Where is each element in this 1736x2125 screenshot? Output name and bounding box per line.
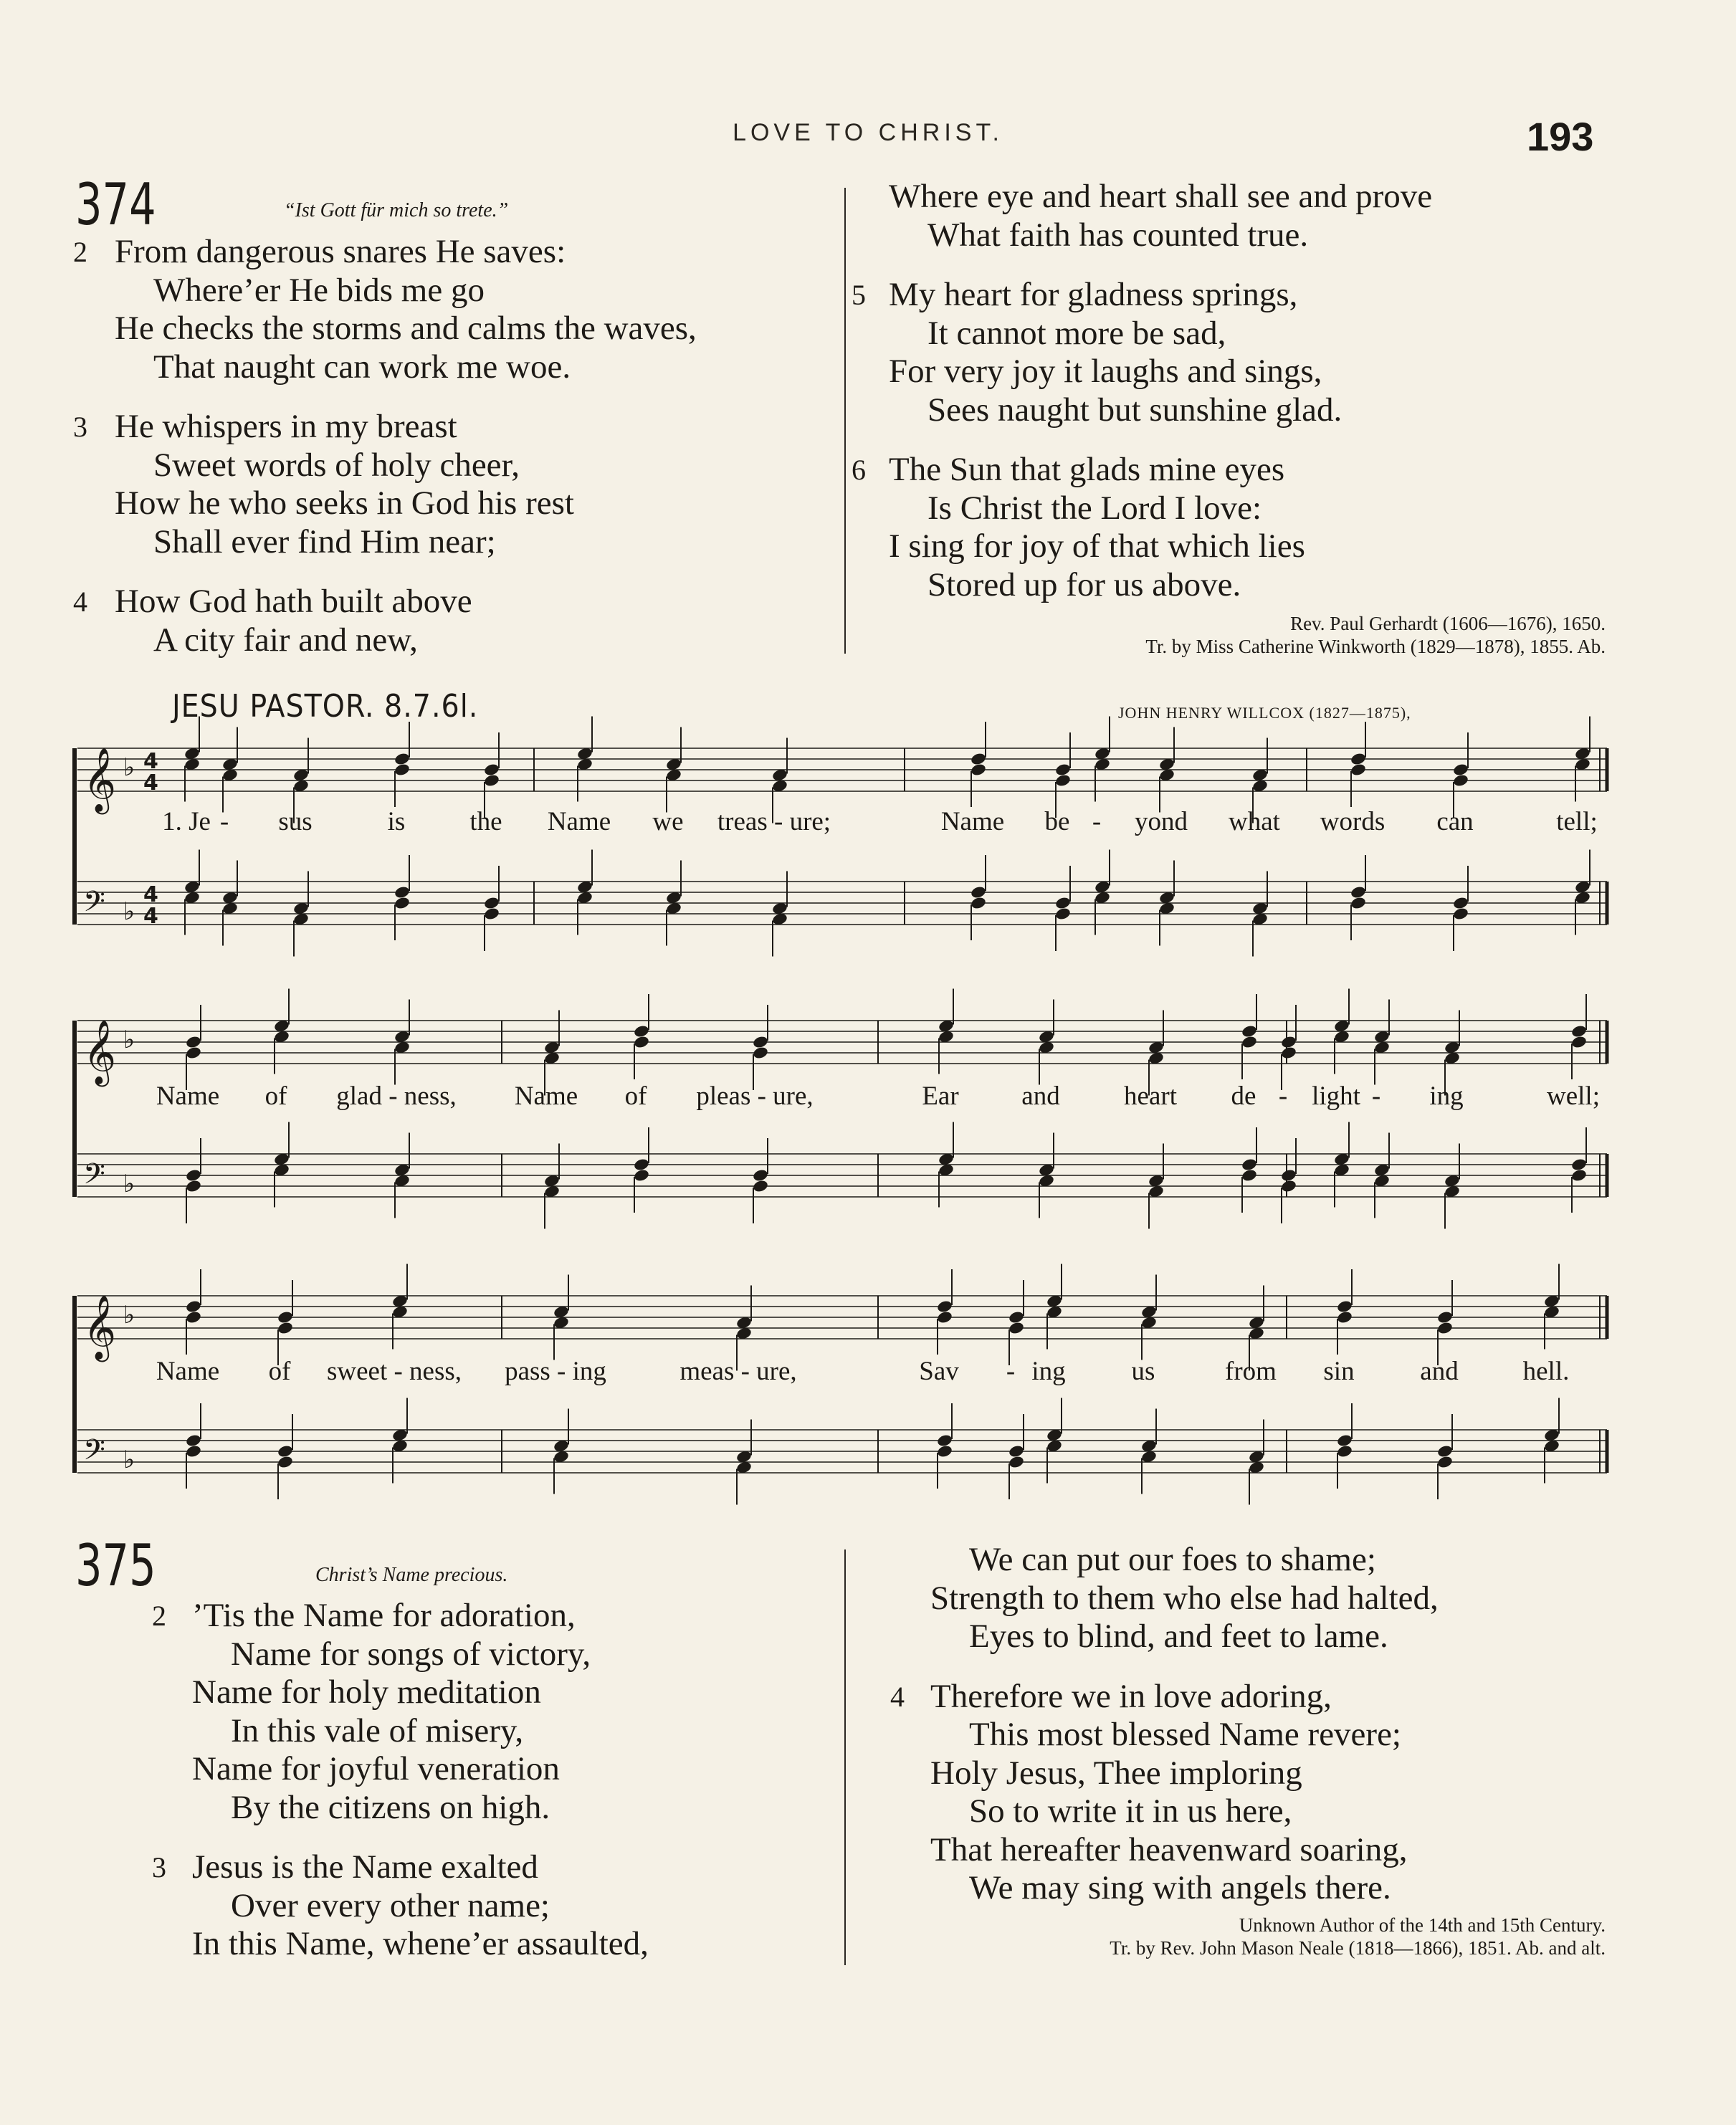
- lyric-syllable: -: [1278, 1081, 1288, 1111]
- verse-line: How God hath built above: [115, 583, 472, 620]
- treble-clef-icon: 𝄞: [83, 1020, 117, 1084]
- lyric-syllable: -: [1092, 807, 1102, 836]
- verse-line: Eyes to blind, and feet to lame.: [969, 1618, 1388, 1655]
- verse-line: Sees naught but sunshine glad.: [927, 391, 1342, 429]
- lyric-syllable: and: [1420, 1357, 1459, 1386]
- hymn-375-right-column: [890, 1541, 1439, 1908]
- lyric-syllable: -: [1371, 1081, 1381, 1111]
- lyric-syllable: pass - ing: [505, 1357, 606, 1386]
- verse-line: Strength to them who else had halted,: [930, 1579, 1439, 1617]
- lyric-syllable: of: [624, 1081, 647, 1111]
- time-signature: 4: [143, 904, 158, 929]
- lyric-syllable: we: [652, 807, 684, 836]
- flat-icon: ♭: [123, 1170, 135, 1198]
- verse-number: 3: [73, 411, 87, 443]
- verse-line: Name for holy meditation: [192, 1673, 541, 1711]
- verse-number: 3: [152, 1851, 166, 1883]
- treble-clef-icon: 𝄞: [83, 1295, 117, 1360]
- lyric-syllable: the: [469, 807, 502, 836]
- verse-line: Where eye and heart shall see and prove: [889, 178, 1433, 215]
- lyric-syllable: meas - ure,: [679, 1357, 797, 1386]
- lyric-syllable: us: [1131, 1357, 1155, 1386]
- verse-number: 4: [890, 1680, 905, 1713]
- lyric-syllable: sus: [278, 807, 313, 836]
- verse-line: So to write it in us here,: [969, 1792, 1292, 1830]
- time-signature: 4: [143, 770, 158, 796]
- verse-line: He whispers in my breast: [115, 408, 457, 445]
- tune-composer: JOHN HENRY WILLCOX (1827—1875),: [1118, 704, 1411, 722]
- lyric-syllable: -: [219, 807, 229, 836]
- verse-number: 6: [852, 454, 866, 486]
- hymn-375-left-column: [152, 1597, 649, 1964]
- lyric-syllable: from: [1225, 1357, 1277, 1386]
- verse-line: My heart for gladness springs,: [889, 276, 1298, 313]
- lyric-syllable: well;: [1547, 1081, 1600, 1111]
- flat-icon: ♭: [123, 753, 135, 782]
- flat-icon: ♭: [123, 1301, 135, 1329]
- verse-line: The Sun that glads mine eyes: [889, 451, 1285, 488]
- verse-number: 5: [852, 279, 866, 311]
- lyric-syllable: light: [1312, 1081, 1360, 1111]
- lyric-syllable: what: [1229, 807, 1280, 836]
- bass-clef-icon: 𝄢: [83, 1433, 105, 1474]
- lyric-syllable: hell.: [1522, 1357, 1570, 1386]
- verse-line: That naught can work me woe.: [153, 348, 571, 386]
- verse-line: Sweet words of holy cheer,: [153, 446, 520, 484]
- lyric-syllable: of: [268, 1357, 291, 1386]
- hymn-number-374: 374: [75, 171, 156, 238]
- lyric-syllable: ing: [1429, 1081, 1464, 1111]
- lyric-syllable: Sav: [919, 1357, 959, 1386]
- author-credit: Rev. Paul Gerhardt (1606—1676), 1650.: [1290, 613, 1606, 634]
- lyric-syllable: sin: [1323, 1357, 1355, 1386]
- translator-credit: Tr. by Miss Catherine Winkworth (1829—1878), 1855. Ab.: [1145, 636, 1606, 657]
- verse-line: A city fair and new,: [153, 621, 418, 659]
- stanza-375-4: [890, 1677, 1439, 1908]
- verse-line: Stored up for us above.: [927, 565, 1241, 603]
- lyric-syllable: Name: [514, 1081, 578, 1111]
- treble-clef-icon: 𝄞: [83, 748, 117, 812]
- verse-line: How he who seeks in God his rest: [115, 484, 574, 522]
- hymn-number-375: 375: [75, 1532, 156, 1599]
- verse-line: It cannot more be sad,: [927, 314, 1226, 352]
- lyric-syllable: -: [1006, 1357, 1016, 1386]
- flat-icon: ♭: [123, 897, 135, 926]
- verse-number: 2: [152, 1600, 166, 1632]
- verse-line: Over every other name;: [231, 1886, 550, 1924]
- verse-line: What faith has counted true.: [927, 216, 1309, 254]
- lyric-syllable: heart: [1124, 1081, 1177, 1111]
- verse-line: I sing for joy of that which lies: [889, 527, 1305, 565]
- hymn-375-subtitle: Christ’s Name precious.: [315, 1564, 508, 1586]
- verse-line: Where’er He bids me go: [153, 271, 485, 309]
- lyric-syllable: Name: [156, 1081, 220, 1111]
- lyric-syllable: yond: [1135, 807, 1188, 836]
- lyric-syllable: treas - ure;: [717, 807, 831, 836]
- verse-line: This most blessed Name revere;: [969, 1716, 1401, 1753]
- stanza-375-3-continued: [930, 1541, 1439, 1656]
- column-divider-375: [844, 1549, 846, 1965]
- lyric-syllable: is: [387, 807, 406, 836]
- hymn-375-credits: [1110, 1914, 1606, 1959]
- lyric-syllable: de: [1231, 1081, 1256, 1111]
- hymn-374-subtitle: “Ist Gott für mich so trete.”: [284, 199, 509, 221]
- verse-line: Shall ever find Him near;: [153, 522, 496, 560]
- verse-line: From dangerous snares He saves:: [115, 233, 566, 270]
- verse-line: Jesus is the Name exalted: [192, 1848, 538, 1886]
- author-credit: Unknown Author of the 14th and 15th Century.: [1239, 1914, 1606, 1936]
- lyric-syllable: sweet - ness,: [326, 1357, 462, 1386]
- lyric-syllable: words: [1320, 807, 1386, 836]
- lyric-syllable: ing: [1031, 1357, 1066, 1386]
- lyric-syllable: tell;: [1556, 807, 1598, 836]
- verse-line: In this vale of misery,: [231, 1711, 524, 1749]
- verse-line: Name for songs of victory,: [231, 1635, 591, 1673]
- running-head: LOVE TO CHRIST.: [733, 119, 1003, 146]
- lyric-syllable: be: [1044, 807, 1070, 836]
- translator-credit: Tr. by Rev. John Mason Neale (1818—1866), 1851. Ab. and alt.: [1110, 1937, 1606, 1959]
- flat-icon: ♭: [123, 1446, 135, 1474]
- bass-clef-icon: 𝄢: [83, 885, 105, 925]
- lyric-syllable: 1. Je: [162, 807, 211, 836]
- lyric-syllable: glad - ness,: [336, 1081, 457, 1111]
- verse-line: That hereafter heavenward soaring,: [930, 1830, 1408, 1868]
- lyric-syllable: can: [1436, 807, 1474, 836]
- verse-line: ’Tis the Name for adoration,: [192, 1597, 576, 1634]
- verse-line: Holy Jesus, Thee imploring: [930, 1754, 1302, 1792]
- verse-line: Therefore we in love adoring,: [930, 1677, 1332, 1715]
- verse-line: For very joy it laughs and sings,: [889, 353, 1322, 390]
- page-number: 193: [1527, 114, 1594, 159]
- lyric-syllable: of: [264, 1081, 287, 1111]
- verse-line: We can put our foes to shame;: [969, 1541, 1376, 1578]
- verse-line: Name for joyful veneration: [192, 1750, 560, 1787]
- verse-line: By the citizens on high.: [231, 1788, 550, 1826]
- stanza-375-2: [152, 1597, 649, 1827]
- lyric-syllable: Ear: [922, 1081, 959, 1111]
- verse-line: Is Christ the Lord I love:: [927, 489, 1262, 527]
- lyric-syllable: and: [1021, 1081, 1060, 1111]
- lyric-syllable: pleas - ure,: [696, 1081, 814, 1111]
- verse-number: 4: [73, 586, 87, 618]
- time-signature: 4: [143, 882, 158, 907]
- time-signature: 4: [143, 749, 158, 774]
- lyric-syllable: Name: [156, 1357, 220, 1386]
- lyric-syllable: Name: [547, 807, 611, 836]
- stanza-375-3: [152, 1848, 649, 1964]
- verse-line: We may sing with angels there.: [969, 1869, 1391, 1906]
- verse-line: In this Name, whene’er assaulted,: [192, 1925, 649, 1962]
- lyric-syllable: Name: [940, 807, 1005, 836]
- verse-line: He checks the storms and calms the waves,: [115, 310, 697, 347]
- verse-number: 2: [73, 236, 87, 268]
- flat-icon: ♭: [123, 1026, 135, 1054]
- tune-name: JESU PASTOR. 8.7.6l.: [172, 688, 479, 725]
- bass-clef-icon: 𝄢: [83, 1157, 105, 1198]
